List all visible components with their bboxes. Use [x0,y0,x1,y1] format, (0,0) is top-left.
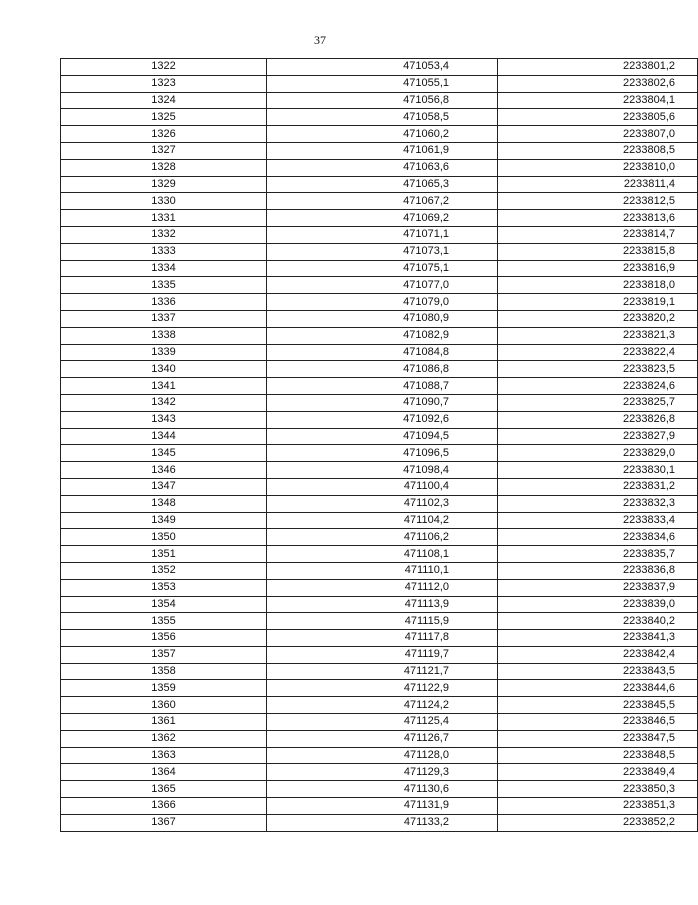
table-row [61,277,698,294]
point-number-cell: 1338 [61,327,267,344]
y-coordinate-cell: 2233832,3 [498,495,698,512]
point-number-cell: 1362 [61,730,267,747]
x-coordinate-cell: 471100,4 [267,478,498,495]
page-number: 37 [314,33,326,47]
table-row [61,378,698,395]
table-row [61,512,698,529]
table-row [61,344,698,361]
x-coordinate-cell: 471090,7 [267,394,498,411]
x-coordinate-cell: 471125,4 [267,714,498,731]
x-coordinate-cell: 471065,3 [267,176,498,193]
point-number-cell: 1334 [61,260,267,277]
y-coordinate-cell: 2233811,4 [498,176,698,193]
point-number-cell: 1322 [61,59,267,76]
y-coordinate-cell: 2233833,4 [498,512,698,529]
x-coordinate-cell: 471058,5 [267,109,498,126]
table-row [61,462,698,479]
table-row [61,730,698,747]
y-coordinate-cell: 2233850,3 [498,781,698,798]
x-coordinate-cell: 471110,1 [267,562,498,579]
y-coordinate-cell: 2233852,2 [498,814,698,831]
point-number-cell: 1328 [61,159,267,176]
x-coordinate-cell: 471055,1 [267,75,498,92]
y-coordinate-cell: 2233835,7 [498,546,698,563]
y-coordinate-cell: 2233815,8 [498,243,698,260]
table-row [61,495,698,512]
x-coordinate-cell: 471079,0 [267,294,498,311]
y-coordinate-cell: 2233824,6 [498,378,698,395]
y-coordinate-cell: 2233807,0 [498,126,698,143]
x-coordinate-cell: 471067,2 [267,193,498,210]
point-number-cell: 1366 [61,798,267,815]
x-coordinate-cell: 471088,7 [267,378,498,395]
coordinates-table-body [61,59,698,832]
table-row [61,226,698,243]
table-row [61,310,698,327]
table-row [61,798,698,815]
x-coordinate-cell: 471108,1 [267,546,498,563]
x-coordinate-cell: 471128,0 [267,747,498,764]
x-coordinate-cell: 471094,5 [267,428,498,445]
table-row [61,697,698,714]
table-row [61,260,698,277]
point-number-cell: 1360 [61,697,267,714]
y-coordinate-cell: 2233851,3 [498,798,698,815]
table-row [61,126,698,143]
y-coordinate-cell: 2233810,0 [498,159,698,176]
point-number-cell: 1332 [61,226,267,243]
x-coordinate-cell: 471104,2 [267,512,498,529]
table-row [61,562,698,579]
x-coordinate-cell: 471102,3 [267,495,498,512]
table-row [61,546,698,563]
x-coordinate-cell: 471126,7 [267,730,498,747]
x-coordinate-cell: 471122,9 [267,680,498,697]
point-number-cell: 1352 [61,562,267,579]
table-row [61,243,698,260]
y-coordinate-cell: 2233827,9 [498,428,698,445]
x-coordinate-cell: 471071,1 [267,226,498,243]
point-number-cell: 1347 [61,478,267,495]
y-coordinate-cell: 2233826,8 [498,411,698,428]
point-number-cell: 1357 [61,646,267,663]
x-coordinate-cell: 471092,6 [267,411,498,428]
table-row [61,663,698,680]
x-coordinate-cell: 471084,8 [267,344,498,361]
x-coordinate-cell: 471129,3 [267,764,498,781]
point-number-cell: 1355 [61,613,267,630]
point-number-cell: 1331 [61,210,267,227]
table-row [61,109,698,126]
point-number-cell: 1324 [61,92,267,109]
y-coordinate-cell: 2233822,4 [498,344,698,361]
y-coordinate-cell: 2233802,6 [498,75,698,92]
table-row [61,781,698,798]
table-row [61,680,698,697]
x-coordinate-cell: 471056,8 [267,92,498,109]
point-number-cell: 1330 [61,193,267,210]
y-coordinate-cell: 2233840,2 [498,613,698,630]
point-number-cell: 1359 [61,680,267,697]
x-coordinate-cell: 471077,0 [267,277,498,294]
y-coordinate-cell: 2233841,3 [498,630,698,647]
y-coordinate-cell: 2233804,1 [498,92,698,109]
table-row [61,478,698,495]
table-row [61,75,698,92]
table-row [61,142,698,159]
y-coordinate-cell: 2233845,5 [498,697,698,714]
point-number-cell: 1354 [61,596,267,613]
table-row [61,361,698,378]
y-coordinate-cell: 2233839,0 [498,596,698,613]
table-row [61,327,698,344]
x-coordinate-cell: 471117,8 [267,630,498,647]
x-coordinate-cell: 471053,4 [267,59,498,76]
table-row [61,411,698,428]
x-coordinate-cell: 471115,9 [267,613,498,630]
table-row [61,596,698,613]
point-number-cell: 1329 [61,176,267,193]
point-number-cell: 1349 [61,512,267,529]
point-number-cell: 1363 [61,747,267,764]
table-row [61,630,698,647]
table-row [61,529,698,546]
y-coordinate-cell: 2233808,5 [498,142,698,159]
point-number-cell: 1339 [61,344,267,361]
point-number-cell: 1346 [61,462,267,479]
y-coordinate-cell: 2233820,2 [498,310,698,327]
point-number-cell: 1350 [61,529,267,546]
table-row [61,445,698,462]
y-coordinate-cell: 2233849,4 [498,764,698,781]
table-row [61,579,698,596]
x-coordinate-cell: 471106,2 [267,529,498,546]
point-number-cell: 1327 [61,142,267,159]
y-coordinate-cell: 2233829,0 [498,445,698,462]
table-row [61,428,698,445]
y-coordinate-cell: 2233843,5 [498,663,698,680]
x-coordinate-cell: 471133,2 [267,814,498,831]
point-number-cell: 1340 [61,361,267,378]
y-coordinate-cell: 2233836,8 [498,562,698,579]
y-coordinate-cell: 2233846,5 [498,714,698,731]
point-number-cell: 1348 [61,495,267,512]
y-coordinate-cell: 2233823,5 [498,361,698,378]
x-coordinate-cell: 471124,2 [267,697,498,714]
table-row [61,394,698,411]
y-coordinate-cell: 2233848,5 [498,747,698,764]
x-coordinate-cell: 471073,1 [267,243,498,260]
table-row [61,747,698,764]
point-number-cell: 1335 [61,277,267,294]
table-row [61,176,698,193]
x-coordinate-cell: 471112,0 [267,579,498,596]
point-number-cell: 1364 [61,764,267,781]
point-number-cell: 1365 [61,781,267,798]
point-number-cell: 1344 [61,428,267,445]
y-coordinate-cell: 2233801,2 [498,59,698,76]
point-number-cell: 1353 [61,579,267,596]
y-coordinate-cell: 2233816,9 [498,260,698,277]
y-coordinate-cell: 2233805,6 [498,109,698,126]
x-coordinate-cell: 471113,9 [267,596,498,613]
x-coordinate-cell: 471069,2 [267,210,498,227]
table-row [61,714,698,731]
x-coordinate-cell: 471075,1 [267,260,498,277]
point-number-cell: 1345 [61,445,267,462]
y-coordinate-cell: 2233834,6 [498,529,698,546]
x-coordinate-cell: 471080,9 [267,310,498,327]
point-number-cell: 1336 [61,294,267,311]
point-number-cell: 1342 [61,394,267,411]
y-coordinate-cell: 2233830,1 [498,462,698,479]
y-coordinate-cell: 2233847,5 [498,730,698,747]
point-number-cell: 1333 [61,243,267,260]
point-number-cell: 1358 [61,663,267,680]
point-number-cell: 1326 [61,126,267,143]
y-coordinate-cell: 2233842,4 [498,646,698,663]
table-row [61,59,698,76]
table-row [61,159,698,176]
x-coordinate-cell: 471098,4 [267,462,498,479]
point-number-cell: 1361 [61,714,267,731]
x-coordinate-cell: 471061,9 [267,142,498,159]
y-coordinate-cell: 2233837,9 [498,579,698,596]
y-coordinate-cell: 2233821,3 [498,327,698,344]
y-coordinate-cell: 2233819,1 [498,294,698,311]
x-coordinate-cell: 471119,7 [267,646,498,663]
point-number-cell: 1341 [61,378,267,395]
point-number-cell: 1356 [61,630,267,647]
y-coordinate-cell: 2233812,5 [498,193,698,210]
point-number-cell: 1343 [61,411,267,428]
point-number-cell: 1351 [61,546,267,563]
x-coordinate-cell: 471131,9 [267,798,498,815]
y-coordinate-cell: 2233825,7 [498,394,698,411]
y-coordinate-cell: 2233844,6 [498,680,698,697]
table-row [61,613,698,630]
y-coordinate-cell: 2233814,7 [498,226,698,243]
table-row [61,294,698,311]
x-coordinate-cell: 471130,6 [267,781,498,798]
x-coordinate-cell: 471121,7 [267,663,498,680]
x-coordinate-cell: 471096,5 [267,445,498,462]
table-row [61,764,698,781]
point-number-cell: 1337 [61,310,267,327]
coordinates-table [60,58,698,832]
table-row [61,92,698,109]
point-number-cell: 1325 [61,109,267,126]
y-coordinate-cell: 2233818,0 [498,277,698,294]
table-row [61,646,698,663]
x-coordinate-cell: 471063,6 [267,159,498,176]
table-row [61,814,698,831]
point-number-cell: 1367 [61,814,267,831]
table-row [61,193,698,210]
y-coordinate-cell: 2233813,6 [498,210,698,227]
x-coordinate-cell: 471082,9 [267,327,498,344]
y-coordinate-cell: 2233831,2 [498,478,698,495]
x-coordinate-cell: 471086,8 [267,361,498,378]
table-row [61,210,698,227]
x-coordinate-cell: 471060,2 [267,126,498,143]
point-number-cell: 1323 [61,75,267,92]
